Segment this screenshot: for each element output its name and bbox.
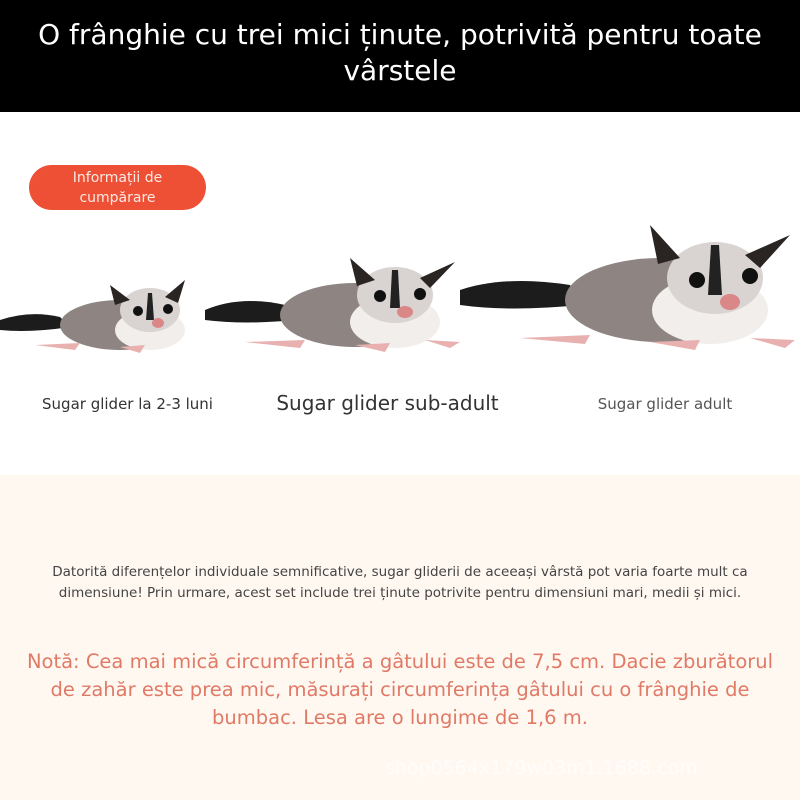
- caption-small: [25, 390, 230, 418]
- size-description: Datorită diferențelor individuale semnificative, sugar gliderii de aceeași vârstă pot varia foarte mult ca dimensiune! Prin urmare, acest set include trei ținute potrivite pentru dimensiuni mari, medii și mici.: [52, 564, 748, 601]
- caption-medium: [255, 387, 520, 419]
- glider-image-small: [0, 275, 215, 360]
- watermark: shop0564x179w03m1.1688.com: [385, 757, 698, 779]
- caption-text: Sugar glider adult: [597, 395, 733, 413]
- glider-image-large: [460, 220, 800, 360]
- purchase-info-badge: [29, 165, 206, 210]
- info-section: [0, 475, 800, 800]
- caption-text: Sugar glider la 2-3 luni: [42, 395, 213, 413]
- caption-large: [570, 390, 760, 418]
- badge-label: Informații de cumpărare: [72, 169, 163, 206]
- caption-text: Sugar glider sub-adult: [276, 391, 499, 415]
- size-note: Notă: Cea mai mică circumferință a gâtului este de 7,5 cm. Dacie zburătorul de zahăr este prea mic, măsurați circumferința gâtului cu o frânghie de bumbac. Lesa are o lungime de 1,6 m.: [26, 650, 774, 729]
- title-text: O frânghie cu trei mici ținute, potrivită pentru toate vârstele: [38, 18, 762, 87]
- glider-image-medium: [205, 250, 470, 360]
- page-title: [0, 0, 800, 112]
